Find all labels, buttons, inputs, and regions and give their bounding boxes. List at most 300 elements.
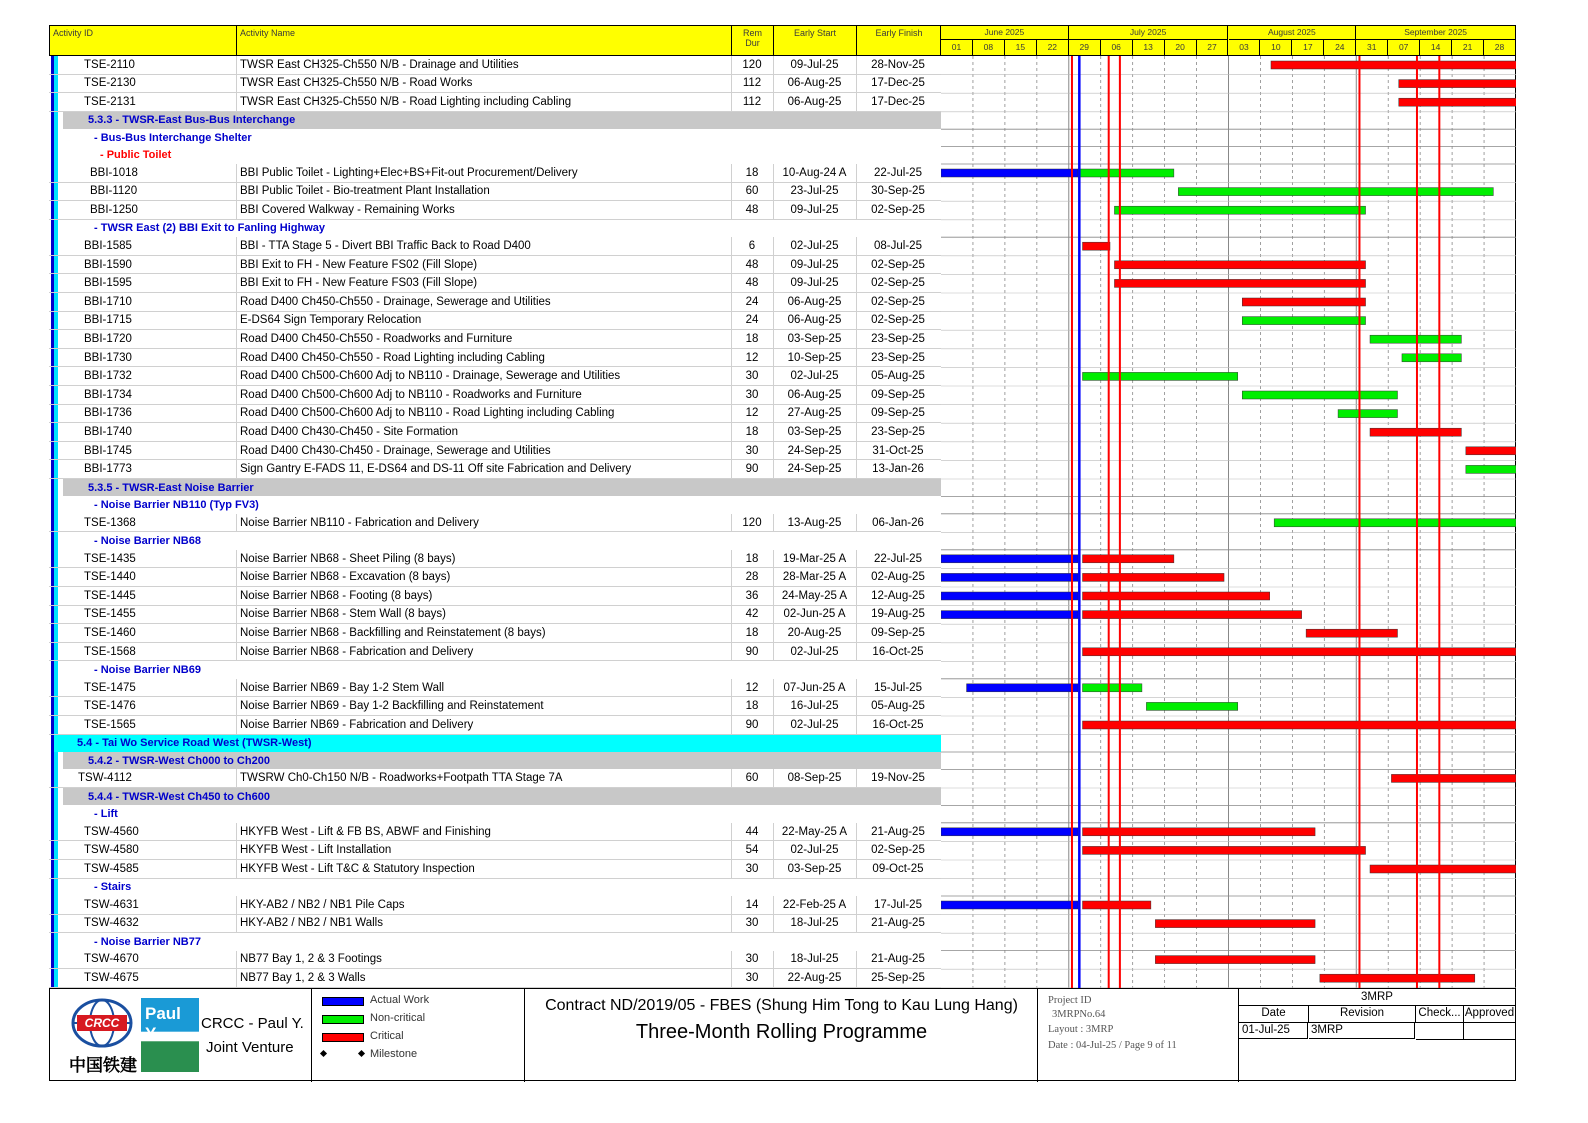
column-divider (856, 460, 857, 478)
early-finish-cell: 22-Jul-25 (874, 552, 922, 565)
wbs-subgroup-row[interactable] (49, 220, 941, 237)
early-start-cell: 06-Aug-25 (787, 314, 842, 327)
logo-box (49, 989, 312, 1082)
column-divider (731, 256, 732, 274)
legend-actual-swatch (322, 997, 364, 1006)
activity-row[interactable] (49, 969, 941, 988)
activity-row[interactable] (49, 330, 941, 349)
timescale-week: 10 (1260, 40, 1292, 55)
non-critical-bar (1242, 317, 1365, 325)
early-start-cell: 06-Aug-25 (787, 77, 842, 90)
footer (49, 988, 1516, 1082)
column-divider (773, 75, 774, 93)
activity-row[interactable] (49, 769, 941, 788)
hierarchy-stripe (49, 860, 69, 878)
non-critical-bar (1242, 391, 1397, 399)
column-divider (236, 896, 237, 914)
column-divider (731, 550, 732, 568)
activity-name-cell: BBI Covered Walkway - Remaining Works (240, 203, 455, 216)
activity-id-cell: TSE-1568 (84, 645, 136, 658)
rem-dur-cell: 18 (745, 552, 759, 565)
revision-value: 3MRP (1309, 1022, 1415, 1039)
early-finish-cell: 21-Aug-25 (871, 825, 925, 838)
rem-dur-cell: 12 (745, 351, 759, 364)
activity-name-cell: NB77 Bay 1, 2 & 3 Walls (240, 971, 366, 984)
activity-row[interactable] (49, 405, 941, 424)
timescale-header (941, 25, 1516, 56)
column-divider (236, 75, 237, 93)
rem-dur-cell: 60 (745, 772, 759, 785)
rem-dur-cell: 24 (745, 295, 759, 308)
hierarchy-stripe (49, 112, 63, 129)
early-start-cell: 02-Jul-25 (790, 370, 839, 383)
early-start-cell: 24-Sep-25 (787, 444, 842, 457)
non-critical-bar (1178, 188, 1493, 196)
column-divider (773, 312, 774, 330)
column-divider (856, 256, 857, 274)
wbs-subgroup-row[interactable] (49, 933, 941, 950)
early-start-cell: 03-Sep-25 (787, 425, 842, 438)
rem-dur-cell: 36 (745, 589, 759, 602)
column-divider (856, 587, 857, 605)
col-header-rem-dur[interactable]: Rem Dur (732, 26, 774, 55)
jv-name-line1: CRCC - Paul Y. (201, 1015, 304, 1032)
critical-bar (1083, 648, 1516, 656)
activity-row[interactable] (49, 587, 941, 606)
legend-actual-label: Actual Work (370, 994, 430, 1006)
activity-id-cell: TSE-1445 (84, 589, 136, 602)
wbs-group-row[interactable] (49, 735, 941, 752)
column-divider (731, 643, 732, 661)
activity-id-cell: TSE-1475 (84, 681, 136, 694)
column-divider (731, 969, 732, 987)
activity-id-cell: TSE-1565 (84, 718, 136, 731)
timescale-week: 28 (1484, 40, 1516, 55)
activity-row[interactable] (49, 624, 941, 643)
activity-row[interactable] (49, 860, 941, 879)
activity-id-cell: TSE-2130 (84, 77, 136, 90)
revision-check-value (1416, 1022, 1464, 1040)
early-finish-cell: 02-Sep-25 (871, 258, 925, 271)
wbs-subgroup-row[interactable] (49, 147, 941, 164)
wbs-subgroup-row[interactable] (49, 532, 941, 549)
crcc-chinese-name: 中国铁建 (69, 1056, 137, 1075)
early-finish-cell: 15-Jul-25 (874, 681, 922, 694)
column-divider (731, 237, 732, 255)
wbs-label: - Stairs (94, 881, 132, 894)
timescale-week: 29 (1069, 40, 1101, 55)
activity-name-cell: HKYFB West - Lift & FB BS, ABWF and Finishing (240, 825, 491, 838)
column-divider (236, 367, 237, 385)
column-divider (731, 624, 732, 642)
column-divider (773, 679, 774, 697)
activity-id-cell: TSW-4631 (84, 898, 139, 911)
wbs-subgroup-row[interactable] (49, 661, 941, 678)
column-divider (773, 405, 774, 423)
column-divider (731, 442, 732, 460)
rem-dur-cell: 48 (745, 277, 759, 290)
activity-name-cell: HKYFB West - Lift T&C & Statutory Inspection (240, 862, 475, 875)
activity-row[interactable] (49, 293, 941, 312)
activity-row[interactable] (49, 164, 941, 183)
column-divider (236, 386, 237, 404)
early-finish-cell: 19-Aug-25 (871, 608, 925, 621)
hierarchy-stripe (49, 514, 69, 532)
column-divider (236, 93, 237, 111)
column-divider (856, 201, 857, 219)
column-divider (773, 606, 774, 624)
critical-bar (1370, 428, 1461, 436)
rem-dur-cell: 44 (745, 825, 759, 838)
critical-bar (1242, 298, 1365, 306)
column-divider (856, 405, 857, 423)
column-divider (856, 624, 857, 642)
hierarchy-stripe (49, 587, 69, 605)
rem-dur-cell: 14 (745, 898, 759, 911)
critical-bar (1083, 901, 1151, 909)
critical-bar (1155, 956, 1315, 964)
activity-row[interactable] (49, 951, 941, 970)
early-finish-cell: 05-Aug-25 (871, 700, 925, 713)
activity-row[interactable] (49, 716, 941, 735)
column-divider (773, 841, 774, 859)
activity-name-cell: Road D400 Ch430-Ch450 - Site Formation (240, 425, 458, 438)
activity-row[interactable] (49, 312, 941, 331)
activity-name-cell: Noise Barrier NB68 - Backfilling and Reinstatement (8 bays) (240, 626, 546, 639)
wbs-group-row[interactable] (49, 752, 941, 769)
hierarchy-stripe (49, 274, 69, 292)
activity-name-cell: Road D400 Ch450-Ch550 - Road Lighting including Cabling (240, 351, 545, 364)
hierarchy-stripe (49, 367, 69, 385)
early-start-cell: 16-Jul-25 (790, 700, 839, 713)
activity-name-cell: HKY-AB2 / NB2 / NB1 Walls (240, 917, 383, 930)
early-start-cell: 09-Jul-25 (790, 277, 839, 290)
column-divider (856, 56, 857, 74)
activity-name-cell: Noise Barrier NB68 - Sheet Piling (8 bays) (240, 552, 456, 565)
activity-id-cell: BBI-1120 (90, 185, 138, 198)
wbs-group-row[interactable] (49, 112, 941, 129)
column-divider (856, 514, 857, 532)
timescale-month: June 2025 (941, 26, 1069, 40)
gantt-chart (941, 56, 1516, 988)
layout-name: Layout : 3MRP (1048, 1024, 1114, 1035)
hierarchy-stripe (49, 550, 69, 568)
column-divider (773, 183, 774, 201)
column-divider (856, 823, 857, 841)
col-header-activity-name[interactable]: Activity Name (237, 26, 732, 55)
timescale-week: 22 (1037, 40, 1069, 55)
column-divider (856, 183, 857, 201)
rem-dur-cell: 18 (745, 626, 759, 639)
activity-id-cell: BBI-1715 (84, 314, 132, 327)
column-divider (731, 164, 732, 182)
activity-row[interactable] (49, 568, 941, 587)
activity-name-cell: Noise Barrier NB69 - Bay 1-2 Backfilling and Reinstatement (240, 700, 544, 713)
column-divider (731, 56, 732, 74)
rem-dur-cell: 28 (745, 571, 759, 584)
column-divider (856, 915, 857, 933)
actual-work-bar (941, 611, 1078, 619)
non-critical-bar (1083, 372, 1238, 380)
early-finish-cell: 06-Jan-26 (872, 516, 924, 529)
critical-bar (1114, 279, 1365, 287)
early-start-cell: 09-Jul-25 (790, 258, 839, 271)
hierarchy-stripe (49, 147, 75, 164)
activity-row[interactable] (49, 550, 941, 569)
column-divider (773, 93, 774, 111)
column-divider (731, 951, 732, 969)
activity-row[interactable] (49, 93, 941, 112)
column-divider (731, 312, 732, 330)
hierarchy-stripe (49, 769, 63, 787)
column-divider (731, 293, 732, 311)
activity-name-cell: TWSRW Ch0-Ch150 N/B - Roadworks+Footpath TTA Stage 7A (240, 772, 563, 785)
rem-dur-cell: 120 (742, 58, 762, 71)
activity-row[interactable] (49, 841, 941, 860)
column-divider (773, 56, 774, 74)
wbs-subgroup-row[interactable] (49, 496, 941, 513)
critical-bar (1083, 611, 1302, 619)
rem-dur-cell: 120 (742, 516, 762, 529)
column-divider (236, 514, 237, 532)
hierarchy-stripe (49, 606, 69, 624)
early-finish-cell: 31-Oct-25 (872, 444, 924, 457)
legend-critical-label: Critical (370, 1030, 404, 1042)
column-divider (856, 606, 857, 624)
col-header-early-start[interactable]: Early Start (774, 26, 857, 55)
column-divider (731, 587, 732, 605)
activity-row[interactable] (49, 643, 941, 662)
column-divider (731, 860, 732, 878)
column-divider (731, 896, 732, 914)
activity-row[interactable] (49, 460, 941, 479)
rem-dur-cell: 6 (748, 239, 756, 252)
non-critical-bar (1083, 684, 1142, 692)
wbs-group-row[interactable] (49, 479, 941, 496)
hierarchy-stripe (49, 915, 69, 933)
activity-id-cell: BBI-1710 (84, 295, 132, 308)
activity-name-cell: Noise Barrier NB68 - Footing (8 bays) (240, 589, 433, 602)
early-finish-cell: 02-Sep-25 (871, 844, 925, 857)
hierarchy-stripe (49, 442, 69, 460)
project-id-label: Project ID (1048, 995, 1092, 1006)
column-divider (731, 915, 732, 933)
wbs-group-row[interactable] (49, 788, 941, 805)
column-divider (236, 405, 237, 423)
column-divider (856, 643, 857, 661)
early-finish-cell: 30-Sep-25 (871, 185, 925, 198)
early-start-cell: 07-Jun-25 A (783, 681, 846, 694)
col-header-activity-id[interactable]: Activity ID (50, 26, 237, 55)
column-divider (731, 423, 732, 441)
early-start-cell: 19-Mar-25 A (782, 552, 847, 565)
activity-row[interactable] (49, 915, 941, 934)
activity-id-cell: TSE-1455 (84, 608, 136, 621)
non-critical-bar (1146, 702, 1237, 710)
column-divider (773, 514, 774, 532)
wbs-label: - Noise Barrier NB68 (94, 535, 201, 548)
activity-row[interactable] (49, 606, 941, 625)
crcc-logo-text: CRCC (84, 1016, 120, 1030)
wbs-label: 5.4 - Tai Wo Service Road West (TWSR-West) (77, 737, 312, 750)
column-divider (236, 587, 237, 605)
activity-row[interactable] (49, 56, 941, 75)
activity-row[interactable] (49, 442, 941, 461)
hierarchy-stripe (49, 237, 69, 255)
column-divider (731, 568, 732, 586)
activity-row[interactable] (49, 349, 941, 368)
hierarchy-stripe (49, 879, 69, 896)
column-divider (856, 951, 857, 969)
col-header-early-finish[interactable]: Early Finish (875, 28, 923, 38)
column-divider (236, 293, 237, 311)
programme-title: Three-Month Rolling Programme (635, 1021, 928, 1043)
column-divider (236, 330, 237, 348)
rem-dur-cell: 24 (745, 314, 759, 327)
critical-bar (1083, 592, 1270, 600)
non-critical-bar (1078, 169, 1174, 177)
column-divider (236, 606, 237, 624)
activity-row[interactable] (49, 201, 941, 220)
early-start-cell: 03-Sep-25 (787, 862, 842, 875)
activity-row[interactable] (49, 423, 941, 442)
column-divider (856, 330, 857, 348)
column-divider (856, 423, 857, 441)
column-divider (236, 56, 237, 74)
timescale-week: 06 (1101, 40, 1133, 55)
column-divider (856, 164, 857, 182)
column-divider (236, 624, 237, 642)
wbs-label: - Noise Barrier NB77 (94, 935, 201, 948)
print-date-page: Date : 04-Jul-25 / Page 9 of 11 (1048, 1040, 1177, 1051)
wbs-label: - Bus-Bus Interchange Shelter (94, 131, 252, 144)
early-start-cell: 22-May-25 A (781, 825, 848, 838)
hierarchy-stripe (49, 405, 69, 423)
column-divider (856, 274, 857, 292)
wbs-subgroup-row[interactable] (49, 805, 941, 822)
rem-dur-cell: 18 (745, 166, 759, 179)
early-start-cell: 02-Jul-25 (790, 645, 839, 658)
column-divider (731, 841, 732, 859)
timescale-week: 07 (1388, 40, 1420, 55)
activity-row[interactable] (49, 367, 941, 386)
activity-row[interactable] (49, 697, 941, 716)
early-finish-cell: 17-Dec-25 (871, 95, 925, 108)
wbs-subgroup-row[interactable] (49, 129, 941, 146)
wbs-label: 5.4.2 - TWSR-West Ch000 to Ch200 (88, 754, 270, 767)
activity-row[interactable] (49, 386, 941, 405)
column-divider (773, 367, 774, 385)
column-divider (856, 367, 857, 385)
hierarchy-stripe (49, 679, 69, 697)
column-divider (773, 643, 774, 661)
timescale-month: August 2025 (1229, 26, 1357, 40)
column-divider (236, 312, 237, 330)
activity-name-cell: Sign Gantry E-FADS 11, E-DS64 and DS-11 Off site Fabrication and Delivery (240, 463, 632, 476)
rem-dur-cell: 30 (745, 917, 759, 930)
early-start-cell: 22-Feb-25 A (782, 898, 847, 911)
hierarchy-stripe (49, 201, 75, 219)
early-finish-cell: 25-Sep-25 (871, 971, 925, 984)
early-start-cell: 28-Mar-25 A (782, 571, 847, 584)
column-divider (731, 405, 732, 423)
column-divider (773, 293, 774, 311)
hierarchy-stripe (49, 643, 69, 661)
column-divider (773, 823, 774, 841)
activity-id-cell: BBI-1018 (90, 166, 138, 179)
early-start-cell: 23-Jul-25 (790, 185, 839, 198)
rem-dur-cell: 12 (745, 681, 759, 694)
column-divider (236, 237, 237, 255)
early-finish-cell: 16-Oct-25 (872, 645, 924, 658)
column-divider (773, 256, 774, 274)
revision-col-date: Date (1239, 1005, 1309, 1023)
hierarchy-stripe (49, 93, 69, 111)
activity-name-cell: Road D400 Ch450-Ch550 - Drainage, Sewerage and Utilities (240, 295, 551, 308)
column-divider (856, 349, 857, 367)
column-divider (856, 568, 857, 586)
column-divider (236, 183, 237, 201)
activity-row[interactable] (49, 183, 941, 202)
activity-id-cell: BBI-1250 (90, 203, 138, 216)
rem-dur-cell: 30 (745, 388, 759, 401)
activity-row[interactable] (49, 679, 941, 698)
early-start-cell: 22-Aug-25 (787, 971, 842, 984)
activity-row[interactable] (49, 823, 941, 842)
early-start-cell: 06-Aug-25 (787, 388, 842, 401)
project-info-box (1038, 989, 1239, 1082)
hierarchy-stripe (49, 933, 69, 950)
column-divider (236, 460, 237, 478)
activity-row[interactable] (49, 237, 941, 256)
non-critical-bar (1370, 335, 1461, 343)
revision-approved-value (1464, 1022, 1515, 1040)
actual-work-bar (967, 684, 1078, 692)
early-start-cell: 10-Sep-25 (787, 351, 842, 364)
timescale-week: 17 (1292, 40, 1324, 55)
column-divider (731, 183, 732, 201)
activity-row[interactable] (49, 896, 941, 915)
column-divider (773, 587, 774, 605)
column-divider (856, 841, 857, 859)
hierarchy-stripe (49, 805, 69, 822)
activity-name-cell: BBI Exit to FH - New Feature FS03 (Fill Slope) (240, 277, 478, 290)
activity-name-cell: Road D400 Ch500-Ch600 Adj to NB110 - Roadworks and Furniture (240, 388, 582, 401)
early-start-cell: 02-Jul-25 (790, 844, 839, 857)
activity-row[interactable] (49, 256, 941, 275)
column-divider (236, 915, 237, 933)
activity-name-cell: BBI Public Toilet - Bio-treatment Plant Installation (240, 185, 490, 198)
activity-name-cell: TWSR East CH325-Ch550 N/B - Drainage and Utilities (240, 58, 519, 71)
activity-row[interactable] (49, 75, 941, 94)
early-start-cell: 06-Aug-25 (787, 295, 842, 308)
early-finish-cell: 13-Jan-26 (872, 463, 924, 476)
wbs-subgroup-row[interactable] (49, 879, 941, 896)
pauly-logo-text: Paul Y. (145, 1004, 181, 1043)
rem-dur-cell: 90 (745, 645, 759, 658)
activity-row[interactable] (49, 274, 941, 293)
timescale-week: 31 (1356, 40, 1388, 55)
early-start-cell: 18-Jul-25 (790, 953, 839, 966)
actual-work-bar (941, 592, 1078, 600)
activity-row[interactable] (49, 514, 941, 533)
legend-box (312, 989, 525, 1082)
activity-id-cell: TSE-1476 (84, 700, 136, 713)
critical-bar (1083, 846, 1366, 854)
early-finish-cell: 09-Sep-25 (871, 388, 925, 401)
column-divider (773, 330, 774, 348)
column-divider (236, 769, 237, 787)
